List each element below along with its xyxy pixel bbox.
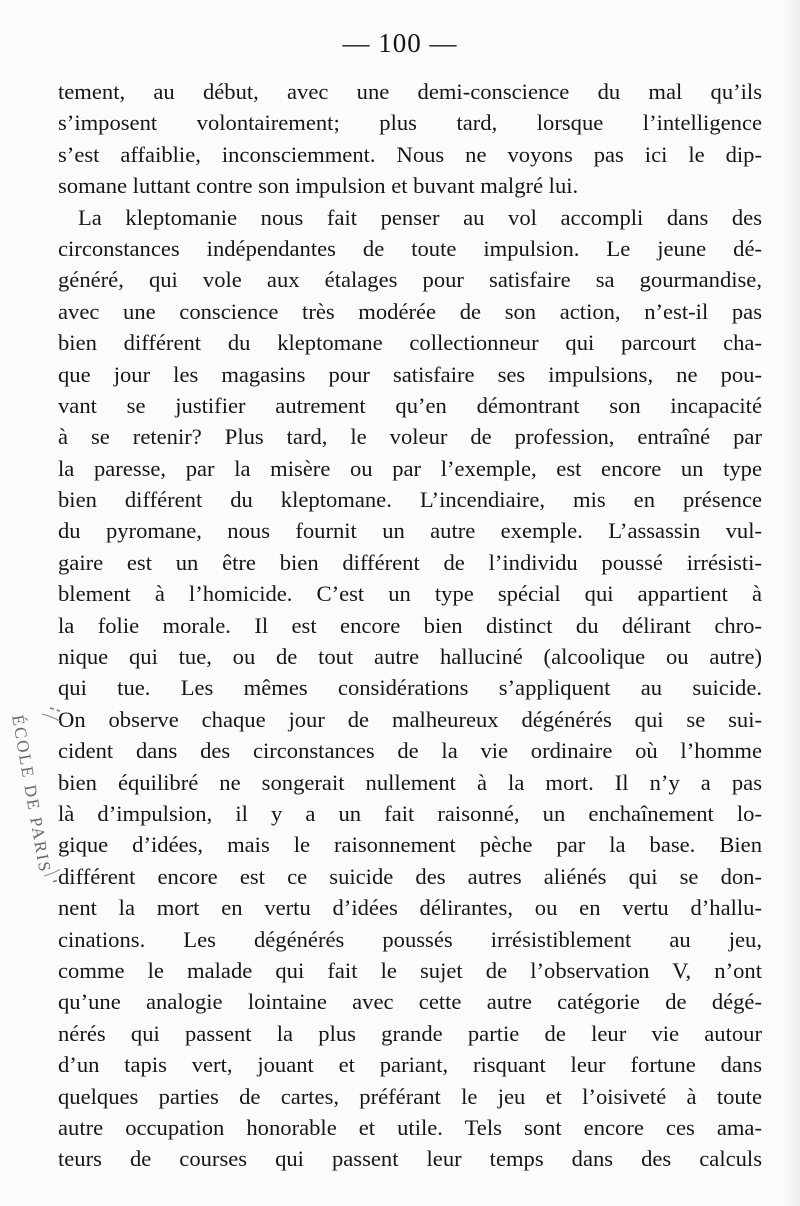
text-line: nérés qui passent la plus grande partie de leur vie autour xyxy=(58,1020,762,1046)
text-line: qui tue. Les mêmes considérations s’appliquent au suicide. xyxy=(58,675,762,701)
text-line: la folie morale. Il est encore bien distinct du délirant chro- xyxy=(58,612,762,638)
text-line: d’un tapis vert, jouant et pariant, risquant leur fortune dans xyxy=(58,1052,762,1078)
text-line: s’imposent volontairement; plus tard, lorsque l’intelligence xyxy=(58,110,762,136)
text-line: s’est affaiblie, inconsciemment. Nous ne voyons pas ici le dip- xyxy=(58,141,762,167)
text-line: là d’impulsion, il y a un fait raisonné, un enchaînement lo- xyxy=(58,800,762,826)
text-line: qu’une analogie lointaine avec cette autre catégorie de dégé- xyxy=(58,989,762,1015)
text-line: cident dans des circonstances de la vie ordinaire où l’homme xyxy=(58,738,762,764)
text-line: la paresse, par la misère ou par l’exemple, est encore un type xyxy=(58,455,762,481)
text-line: somane luttant contre son impulsion et buvant malgré lui. xyxy=(58,173,579,199)
text-line: bien équilibré ne songerait nullement à la mort. Il n’y a pas xyxy=(58,769,762,795)
text-line: gique d’idées, mais le raisonnement pèche par la base. Bien xyxy=(58,832,762,858)
text-line: gaire est un être bien différent de l’individu poussé irrésisti- xyxy=(58,549,762,575)
text-line: que jour les magasins pour satisfaire ses impulsions, ne pou- xyxy=(58,361,762,387)
text-line: généré, qui vole aux étalages pour satisfaire sa gourmandise, xyxy=(58,267,762,293)
text-line: On observe chaque jour de malheureux dégénérés qui se sui- xyxy=(58,706,762,732)
text-line: blement à l’homicide. C’est un type spécial qui appartient à xyxy=(58,581,762,607)
text-line: vant se justifier autrement qu’en démontrant son incapacité xyxy=(58,392,762,418)
svg-text:ÉCOLE DE PARIS: ÉCOLE DE PARIS xyxy=(8,713,55,875)
text-line: comme le malade qui fait le sujet de l’observation V, n’ont xyxy=(58,957,762,983)
text-line: teurs de courses qui passent leur temps dans des calculs xyxy=(58,1146,762,1172)
text-line: circonstances indépendantes de toute impulsion. Le jeune dé- xyxy=(58,235,762,261)
text-line: différent encore est ce suicide des autres aliénés qui se don- xyxy=(58,863,762,889)
text-line: tement, au début, avec une demi-conscience du mal qu’ils xyxy=(58,79,762,104)
text-line: cinations. Les dégénérés poussés irrésistiblement au jeu, xyxy=(58,926,762,952)
page-number: — 100 — xyxy=(342,28,458,58)
text-line: nent la mort en vertu d’idées délirantes, ou en vertu d’hallu- xyxy=(58,895,762,921)
body-text xyxy=(58,76,762,1175)
page-edge-shadow xyxy=(782,0,800,1206)
text-line: quelques parties de cartes, préférant le jeu et l’oisiveté à toute xyxy=(58,1083,762,1109)
text-line: à se retenir? Plus tard, le voleur de profession, entraîné par xyxy=(58,424,762,450)
library-stamp xyxy=(2,700,60,890)
text-line: nique qui tue, ou de tout autre halluciné (alcoolique ou autre) xyxy=(58,644,762,670)
text-line: du pyromane, nous fournit un autre exemple. L’assassin vul- xyxy=(58,518,762,544)
text-line: bien différent du kleptomane. L’incendiaire, mis en présence xyxy=(58,487,762,513)
text-line: autre occupation honorable et utile. Tels sont encore ces ama- xyxy=(58,1114,762,1140)
text-line: bien différent du kleptomane collectionneur qui parcourt cha- xyxy=(58,330,762,356)
text-line: avec une conscience très modérée de son action, n’est-il pas xyxy=(58,298,762,324)
text-line: La kleptomanie nous fait penser au vol accompli dans des xyxy=(78,204,762,230)
